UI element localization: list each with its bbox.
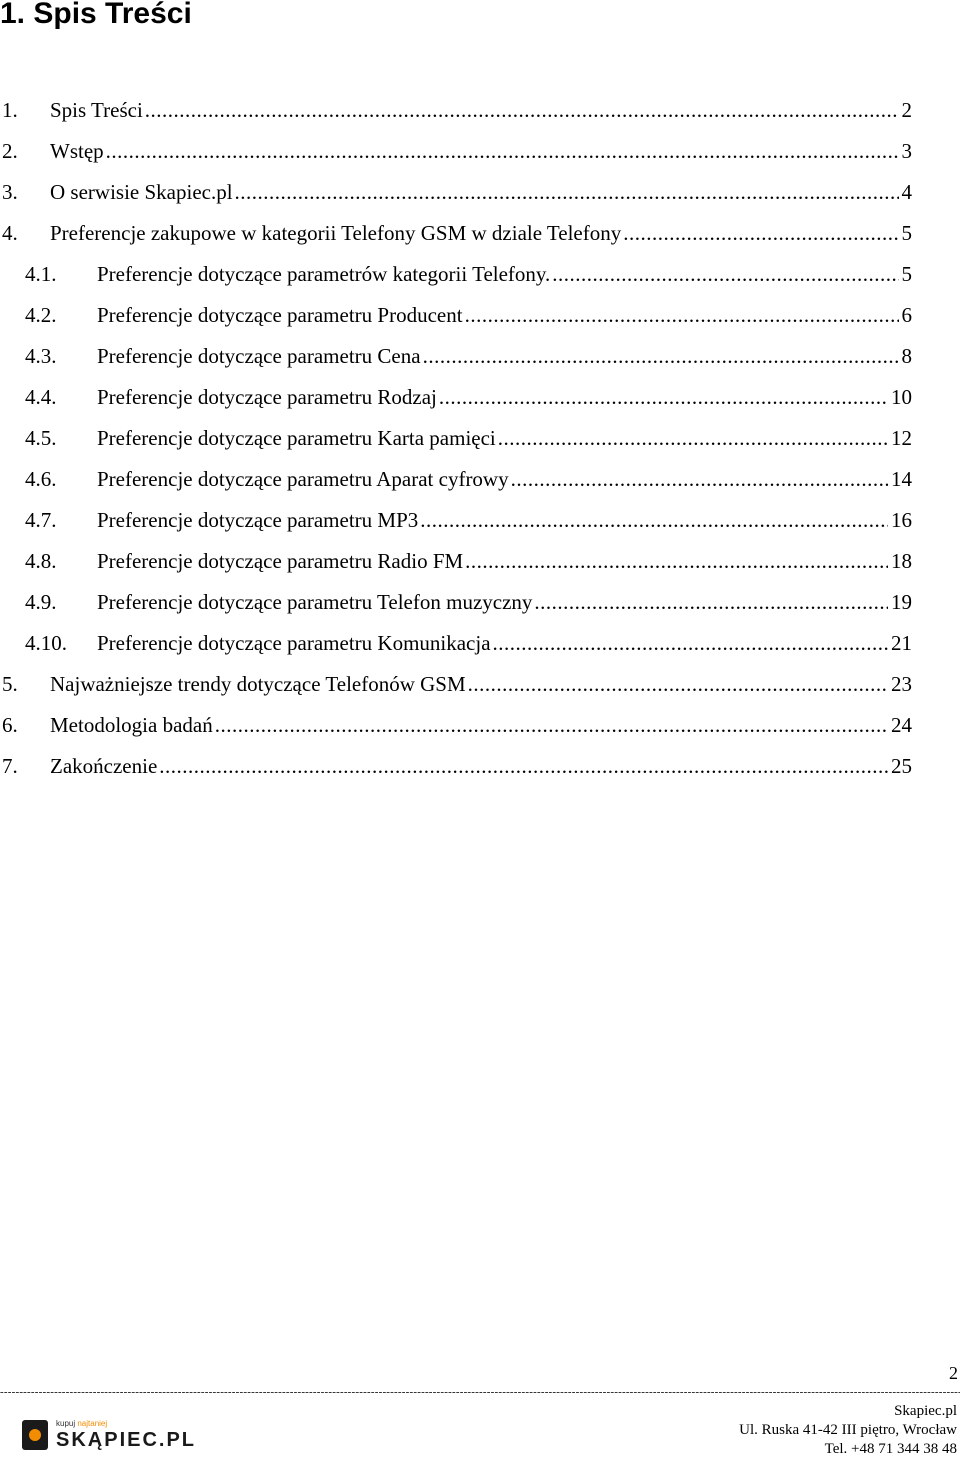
toc-entry-page: 4	[901, 180, 912, 204]
toc-entry-number: 4.6.	[25, 467, 57, 491]
toc-entry-title: Najważniejsze trendy dotyczące Telefonów GSM	[50, 672, 466, 696]
toc-entry-number: 4.5.	[25, 426, 57, 450]
toc-entry-page: 5	[901, 262, 912, 286]
toc-dot-leader	[623, 213, 898, 254]
toc-dot-leader	[468, 664, 888, 705]
toc-dot-leader	[420, 500, 888, 541]
toc-entry[interactable]	[0, 418, 912, 459]
toc-entry-number: 4.4.	[25, 385, 57, 409]
toc-entry-title: Preferencje dotyczące parametru Aparat cyfrowy	[97, 467, 509, 491]
company-phone: Tel. +48 71 344 38 48	[824, 1441, 957, 1457]
toc-entry[interactable]	[0, 623, 912, 664]
toc-entry-page: 6	[901, 303, 912, 327]
toc-entry-page: 23	[891, 672, 912, 696]
skapiec-logo-icon	[22, 1420, 48, 1450]
logo-tagline-prefix: kupuj	[56, 1419, 78, 1428]
page-number: 2	[949, 1363, 958, 1383]
company-street: Ul. Ruska 41-42 III piętro, Wrocław	[739, 1422, 957, 1438]
toc-entry-title: Preferencje dotyczące parametru Karta pamięci	[97, 426, 496, 450]
toc-entry-number: 3.	[2, 180, 18, 204]
toc-entry[interactable]	[0, 582, 912, 623]
toc-entry[interactable]	[0, 336, 912, 377]
toc-entry-title: Preferencje zakupowe w kategorii Telefony GSM w dziale Telefony	[50, 221, 622, 245]
logo-tagline	[56, 1419, 196, 1429]
toc-dot-leader	[465, 541, 888, 582]
toc-entry-number: 2.	[2, 139, 18, 163]
toc-dot-leader	[465, 295, 899, 336]
toc-dot-leader	[106, 131, 899, 172]
toc-entry[interactable]	[0, 90, 912, 131]
logo-tagline-accent: najtaniej	[77, 1419, 108, 1428]
toc-entry-page: 8	[901, 344, 912, 368]
page-title: 1. Spis Treści	[0, 0, 192, 30]
toc-entry[interactable]	[0, 705, 912, 746]
logo-text	[56, 1419, 196, 1451]
toc-entry[interactable]	[0, 664, 912, 705]
toc-entry-title: Preferencje dotyczące parametru MP3	[97, 508, 419, 532]
toc-entry-title: Preferencje dotyczące parametru Producent	[97, 303, 463, 327]
toc-entry-number: 4.3.	[25, 344, 57, 368]
toc-entry-page: 5	[901, 221, 912, 245]
toc-dot-leader	[159, 746, 888, 787]
toc-entry-title: Preferencje dotyczące parametru Telefon muzyczny	[97, 590, 533, 614]
company-name: Skapiec.pl	[894, 1403, 957, 1419]
toc-dot-leader	[511, 459, 888, 500]
toc-entry-number: 5.	[2, 672, 18, 696]
toc-entry-page: 19	[891, 590, 912, 614]
footer-divider	[0, 1386, 960, 1398]
toc-entry-page: 10	[891, 385, 912, 409]
toc-entry-page: 2	[901, 98, 912, 122]
toc-entry-number: 4.9.	[25, 590, 57, 614]
toc-entry-page: 12	[891, 426, 912, 450]
toc-entry-title: Zakończenie	[50, 754, 158, 778]
toc-entry-page: 25	[891, 754, 912, 778]
toc-entry[interactable]	[0, 131, 912, 172]
toc-entry-title: O serwisie Skapiec.pl	[50, 180, 233, 204]
toc-entry-number: 4.8.	[25, 549, 57, 573]
toc-entry-title: Wstęp	[50, 139, 104, 163]
toc-dot-leader	[552, 254, 898, 295]
toc-dot-leader	[235, 172, 899, 213]
toc-entry[interactable]	[0, 213, 912, 254]
toc-entry-title: Spis Treści	[50, 98, 143, 122]
toc-dot-leader	[534, 582, 888, 623]
toc-dot-leader	[439, 377, 888, 418]
toc-entry[interactable]	[0, 459, 912, 500]
toc-entry[interactable]	[0, 254, 912, 295]
toc-entry-page: 18	[891, 549, 912, 573]
skapiec-logo	[22, 1418, 196, 1452]
toc-entry-number: 6.	[2, 713, 18, 737]
toc-entry[interactable]	[0, 500, 912, 541]
company-address	[739, 1402, 957, 1459]
toc-entry-title: Metodologia badań	[50, 713, 213, 737]
toc-entry-title: Preferencje dotyczące parametru Radio FM	[97, 549, 464, 573]
toc-entry-number: 4.2.	[25, 303, 57, 327]
toc-dot-leader	[423, 336, 899, 377]
toc-entry-page: 3	[901, 139, 912, 163]
toc-entry-number: 1.	[2, 98, 18, 122]
toc-entry-page: 16	[891, 508, 912, 532]
toc-entry-title: Preferencje dotyczące parametrów kategorii Telefony.	[97, 262, 551, 286]
toc-entry[interactable]	[0, 295, 912, 336]
toc-entry-page: 14	[891, 467, 912, 491]
toc-entry-title: Preferencje dotyczące parametru Komunikacja	[97, 631, 491, 655]
toc-entry-number: 4.	[2, 221, 18, 245]
toc-entry-page: 24	[891, 713, 912, 737]
toc-entry-number: 7.	[2, 754, 18, 778]
toc-dot-leader	[145, 90, 899, 131]
toc-entry-page: 21	[891, 631, 912, 655]
logo-wordmark: SKĄPIEC.PL	[56, 1429, 197, 1451]
toc-entry-number: 4.7.	[25, 508, 57, 532]
toc-entry[interactable]	[0, 541, 912, 582]
toc-entry[interactable]	[0, 746, 912, 787]
toc-entry-title: Preferencje dotyczące parametru Rodzaj	[97, 385, 437, 409]
toc-dot-leader	[215, 705, 888, 746]
toc-entry[interactable]	[0, 172, 912, 213]
toc-entry-number: 4.1.	[25, 262, 57, 286]
table-of-contents	[0, 90, 912, 787]
toc-entry-title: Preferencje dotyczące parametru Cena	[97, 344, 421, 368]
toc-entry[interactable]	[0, 377, 912, 418]
toc-dot-leader	[493, 623, 888, 664]
toc-dot-leader	[498, 418, 888, 459]
toc-entry-number: 4.10.	[25, 631, 67, 655]
